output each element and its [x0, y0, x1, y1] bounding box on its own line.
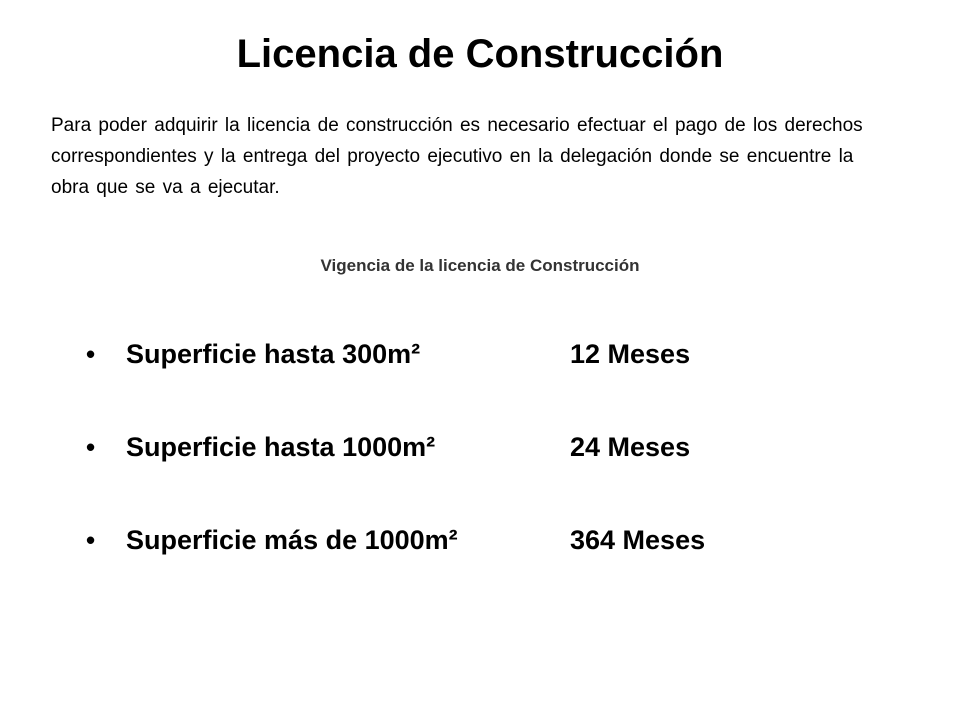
intro-paragraph: Para poder adquirir la licencia de construcción es necesario efectuar el pago de los derechos correspondientes y la entrega del proyecto ejecutivo en la delegación donde se encuentre la obra que se va a ejecutar. [51, 115, 863, 198]
section-subtitle: Vigencia de la licencia de Construcción [320, 256, 640, 275]
list-item [86, 425, 846, 518]
validity-value: 364 Meses [570, 525, 706, 555]
surface-label: Superficie hasta 1000m² [126, 432, 436, 462]
bullet-icon: • [86, 525, 96, 555]
surface-label: Superficie más de 1000m² [126, 525, 458, 555]
validity-list [86, 332, 846, 611]
bullet-icon: • [86, 339, 96, 369]
list-item [86, 518, 846, 611]
validity-value: 12 Meses [570, 339, 691, 369]
validity-value: 24 Meses [570, 432, 691, 462]
surface-label: Superficie hasta 300m² [126, 339, 421, 369]
list-item [86, 332, 846, 425]
page-title: Licencia de Construcción [236, 32, 724, 76]
bullet-icon: • [86, 432, 96, 462]
